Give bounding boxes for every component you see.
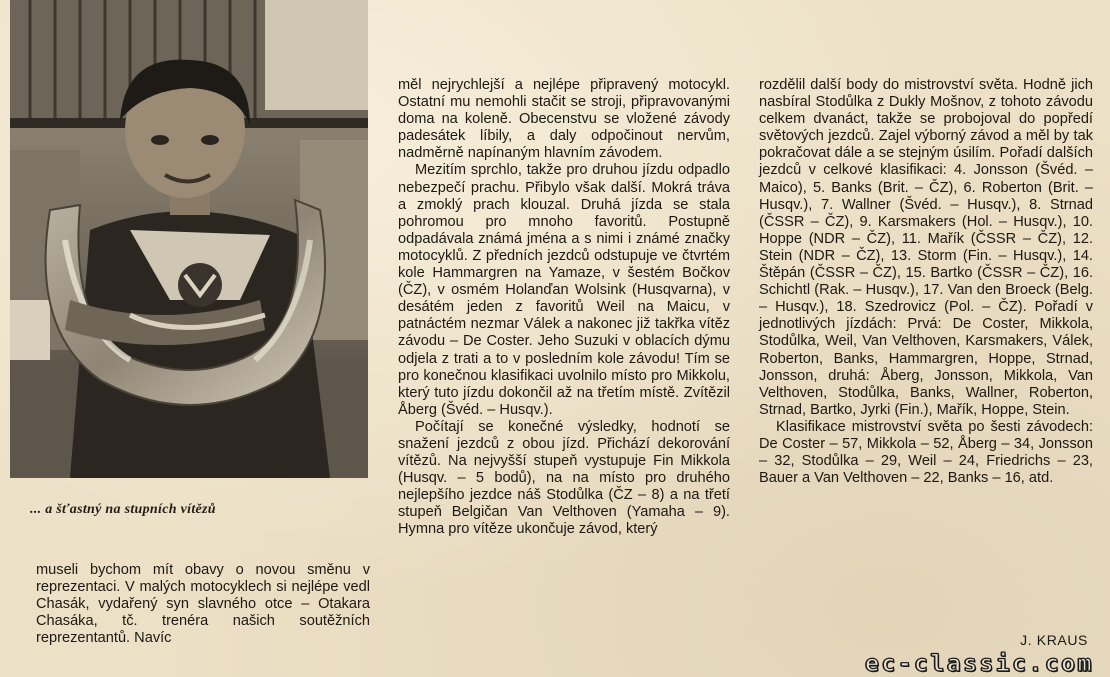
motocross-winner-photo-icon <box>10 0 368 478</box>
column-2-paragraph-1: měl nejrychlejší a nejlépe připravený motocykl. Ostatní mu nemohli stačit se stroji, připravovanými doma na koleně. Obecenstvu se vložené závody padesátek líbily, a daly odpočinout nervům, nadměrně napínaným hlavním závodem. <box>398 77 730 162</box>
photo-caption: ... a šťastný na stupních vítězů <box>30 502 216 517</box>
site-watermark: ec-classic.com <box>865 651 1094 677</box>
text-column-2 <box>398 77 730 539</box>
column-3-paragraph-2: Klasifikace mistrovství světa po šesti závodech: De Coster – 57, Mikkola – 52, Åberg – 34, Jonsson – 32, Stodůlka – 29, Weil – 24, Friedrichs – 23, Bauer a Van Velthoven – 22, Banks – 16, atd. <box>759 418 1093 487</box>
motocross-winner-photo <box>10 0 368 478</box>
author-signature: J. KRAUS <box>1020 632 1088 648</box>
column-2-paragraph-2: Mezitím sprchlo, takže pro druhou jízdu odpadlo nebezpečí prachu. Přibylo však další. Mokrá tráva a zmoklý prach klouzal. Druhá jízda se stala pohromou pro mnoho favoritů. Postupně odpadávala známá jména a s nimi i známé značky motocyklů. Z předních jezdců odstupuje ve čtvrtém kole Hammargren na Yamaze, v šestém Bočkov (ČZ), v osmém Holanďan Wolsink (Husqvarna), v desátém jeden z favoritů Weil na Maicu, v patnáctém nezmar Válek a nakonec již takřka vítěz závodu – De Coster. Jeho Suzuki v oblacích dýmu odjela z trati a to v posledním kole závodu! Tím se pro konečnou klasifikaci uvolnilo místo pro Mikkolu, který tuto jízdu dokončil až na třetím místě. Zvítězil Åberg (Švéd. – Husqv.). <box>398 162 730 418</box>
text-column-3 <box>759 77 1093 487</box>
column-1-paragraph-1: museli bychom mít obavy o novou směnu v reprezentaci. V malých motocyklech si nejlépe vedl Chasák, vydařený syn slavného otce – Otakara Chasáka, tč. trenéra našich soutěžních reprezentantů. Navíc <box>36 562 370 647</box>
text-column-1 <box>36 562 370 647</box>
column-2-paragraph-3: Počítají se konečné výsledky, hodnotí se snažení jezdců z obou jízd. Přichází dekorování vítězů. Na nejvyšší stupeň vystupuje Fin Mikkola (Husqv. – 5 bodů), na na místo pro druhého nejlepšího jezdce náš Stodůlka (ČZ – 8) a na třetí stupeň Belgičan Van Velthoven (Yamaha – 9). Hymna pro vítěze ukončuje závod, který <box>398 418 730 538</box>
column-3-paragraph-1: rozdělil další body do mistrovství světa. Hodně jich nasbíral Stodůlka z Dukly Mošnov, z tohoto závodu celkem dvanáct, takže se probojoval do popředí světových jezdců. Zajel výborný závod a měl by tak pokračovat dále a se stejným úsilím. Pořadí dalších jezdců v celkové klasifikaci: 4. Jonsson (Švéd. – Maico), 5. Banks (Brit. – ČZ), 6. Roberton (Brit. – Husqv.), 7. Wallner (Švéd. – Husqv.), 8. Strnad (ČSSR – ČZ), 9. Karsmakers (Hol. – Husqv.), 10. Hoppe (NDR – ČZ), 11. Mařík (ČSSR – ČZ), 12. Stein (NDR – ČZ), 13. Storm (Fin. – Husqv.), 14. Štěpán (ČSSR – ČZ), 15. Bartko (ČSSR – ČZ), 16. Schichtl (Rak. – Husqv.), 17. Van den Broeck (Belg. – Husqv.), 18. Szedrovicz (Pol. – ČZ). Pořadí v jednotlivých jízdách: Prvá: De Coster, Mikkola, Stodůlka, Weil, Van Velthoven, Karsmakers, Válek, Roberton, Banks, Hammargren, Hoppe, Strnad, Jonsson, druhá: Åberg, Jonsson, Mikkola, Van Velthoven, Stodůlka, Banks, Wallner, Roberton, Strnad, Bartko, Jyrki (Fin.), Mařík, Hoppe, Stein. <box>759 77 1093 418</box>
